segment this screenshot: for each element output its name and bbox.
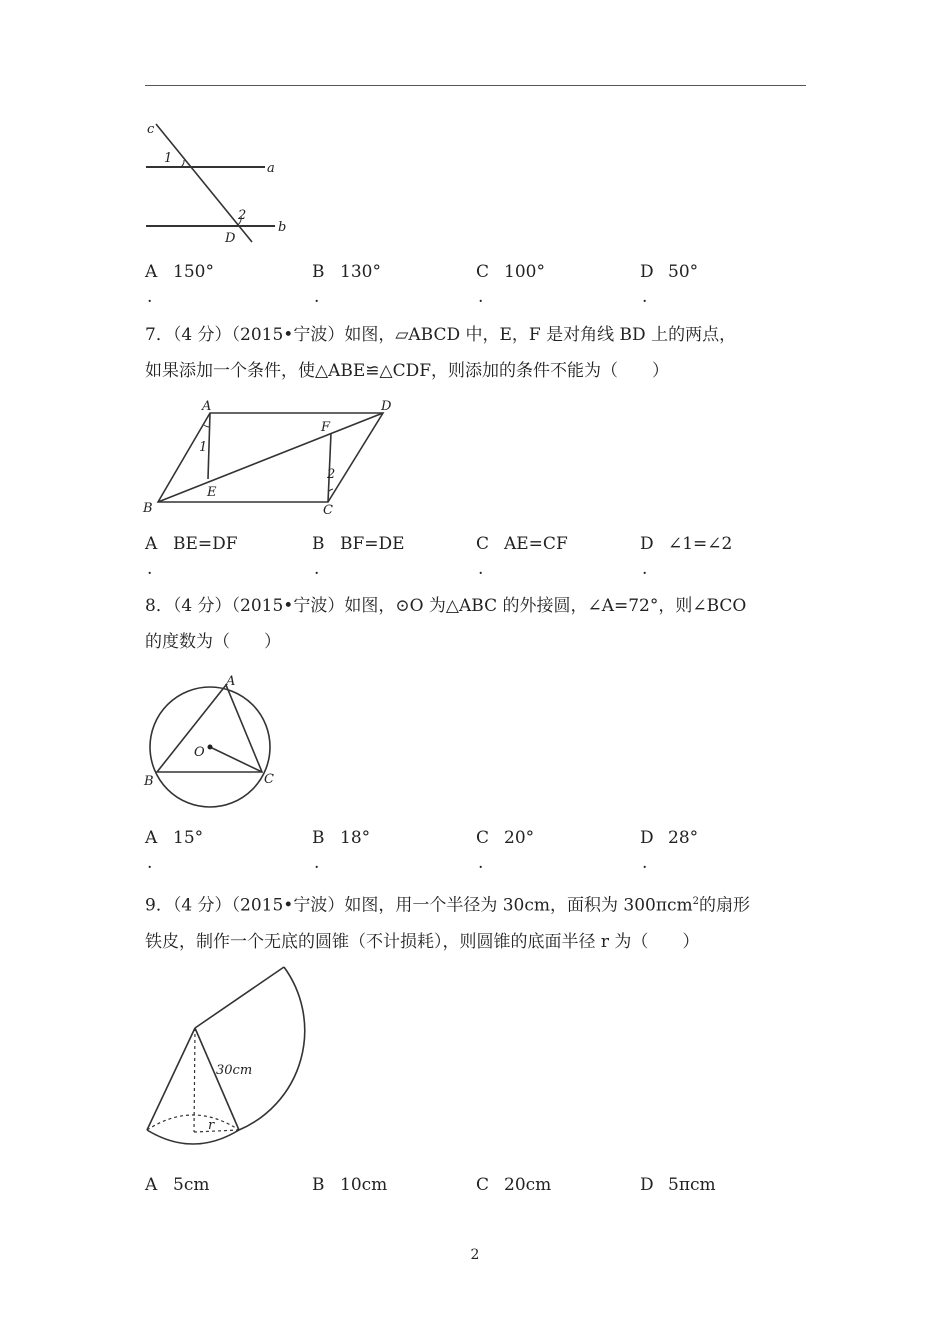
label-C: C (323, 503, 333, 518)
label-r: r (208, 1118, 215, 1133)
q9-stem (145, 884, 815, 960)
label-A: A (202, 399, 212, 414)
figure-cone-sector (140, 960, 315, 1155)
label-B: B (144, 774, 154, 789)
q7-option-b[interactable]: B BF=DE . (312, 534, 405, 579)
q8-line-1: 8．（4 分）（2015•宁波）如图，⊙O 为△ABC 的外接圆，∠A=72°，则∠BCO (145, 596, 747, 616)
label-A: A (226, 674, 236, 689)
q8-stem (145, 588, 815, 660)
q6-option-b[interactable]: B 130° . (312, 262, 381, 307)
label-angle-2: 2 (238, 208, 247, 223)
q8-option-a[interactable]: A 15° . (145, 828, 204, 873)
label-B: B (143, 501, 153, 516)
label-30cm: 30cm (216, 1063, 253, 1078)
label-a: a (267, 161, 275, 176)
q6-option-a[interactable]: A 150° . (145, 262, 214, 307)
q9-option-b[interactable]: B 10cm (312, 1175, 388, 1195)
label-c: c (147, 122, 155, 137)
q8-option-b[interactable]: B 18° . (312, 828, 371, 873)
q9-line-2: 铁皮，制作一个无底的圆锥（不计损耗），则圆锥的底面半径 r 为（ ） (145, 931, 700, 952)
label-b: b (278, 220, 287, 235)
label-E: E (207, 485, 217, 500)
label-C: C (264, 772, 274, 787)
q7-option-c[interactable]: C AE=CF . (476, 534, 568, 579)
label-angle-1: 1 (199, 440, 208, 455)
label-F: F (321, 420, 331, 435)
page-number: 2 (470, 1247, 480, 1263)
q7-line-2: 如果添加一个条件，使△ABE≌△CDF，则添加的条件不能为（ ） (145, 361, 670, 381)
q7-options (145, 534, 825, 584)
q9-option-d[interactable]: D 5πcm (640, 1175, 716, 1195)
q9-options (145, 1175, 825, 1225)
q7-option-d[interactable]: D ∠1=∠2 . (640, 534, 733, 579)
q8-options (145, 828, 825, 878)
q9-option-c[interactable]: C 20cm (476, 1175, 552, 1195)
figure-parallel-lines (140, 118, 300, 248)
q6-option-d[interactable]: D 50° . (640, 262, 699, 307)
header-rule (145, 85, 806, 86)
label-O: O (194, 745, 205, 760)
q7-stem (145, 317, 815, 389)
q8-option-d[interactable]: D 28° . (640, 828, 699, 873)
label-angle-2: 2 (327, 467, 336, 482)
q7-line-1: 7．（4 分）（2015•宁波）如图，▱ABCD 中，E，F 是对角线 BD 上的两点， (145, 325, 737, 345)
q6-options (145, 262, 825, 312)
label-D: D (225, 231, 236, 246)
q8-option-c[interactable]: C 20° . (476, 828, 535, 873)
q9-line-1: 9．（4 分）（2015•宁波）如图，用一个半径为 30cm，面积为 300πcm$^2$的扇形 (145, 895, 751, 916)
q8-line-2: 的度数为（ ） (145, 632, 281, 652)
q6-option-c[interactable]: C 100° . (476, 262, 545, 307)
figure-parallelogram (140, 395, 400, 520)
q7-option-a[interactable]: A BE=DF . (145, 534, 238, 579)
label-D: D (381, 399, 392, 414)
figure-circumcircle (140, 670, 290, 815)
label-angle-1: 1 (164, 151, 173, 166)
q9-option-a[interactable]: A 5cm (145, 1175, 210, 1195)
